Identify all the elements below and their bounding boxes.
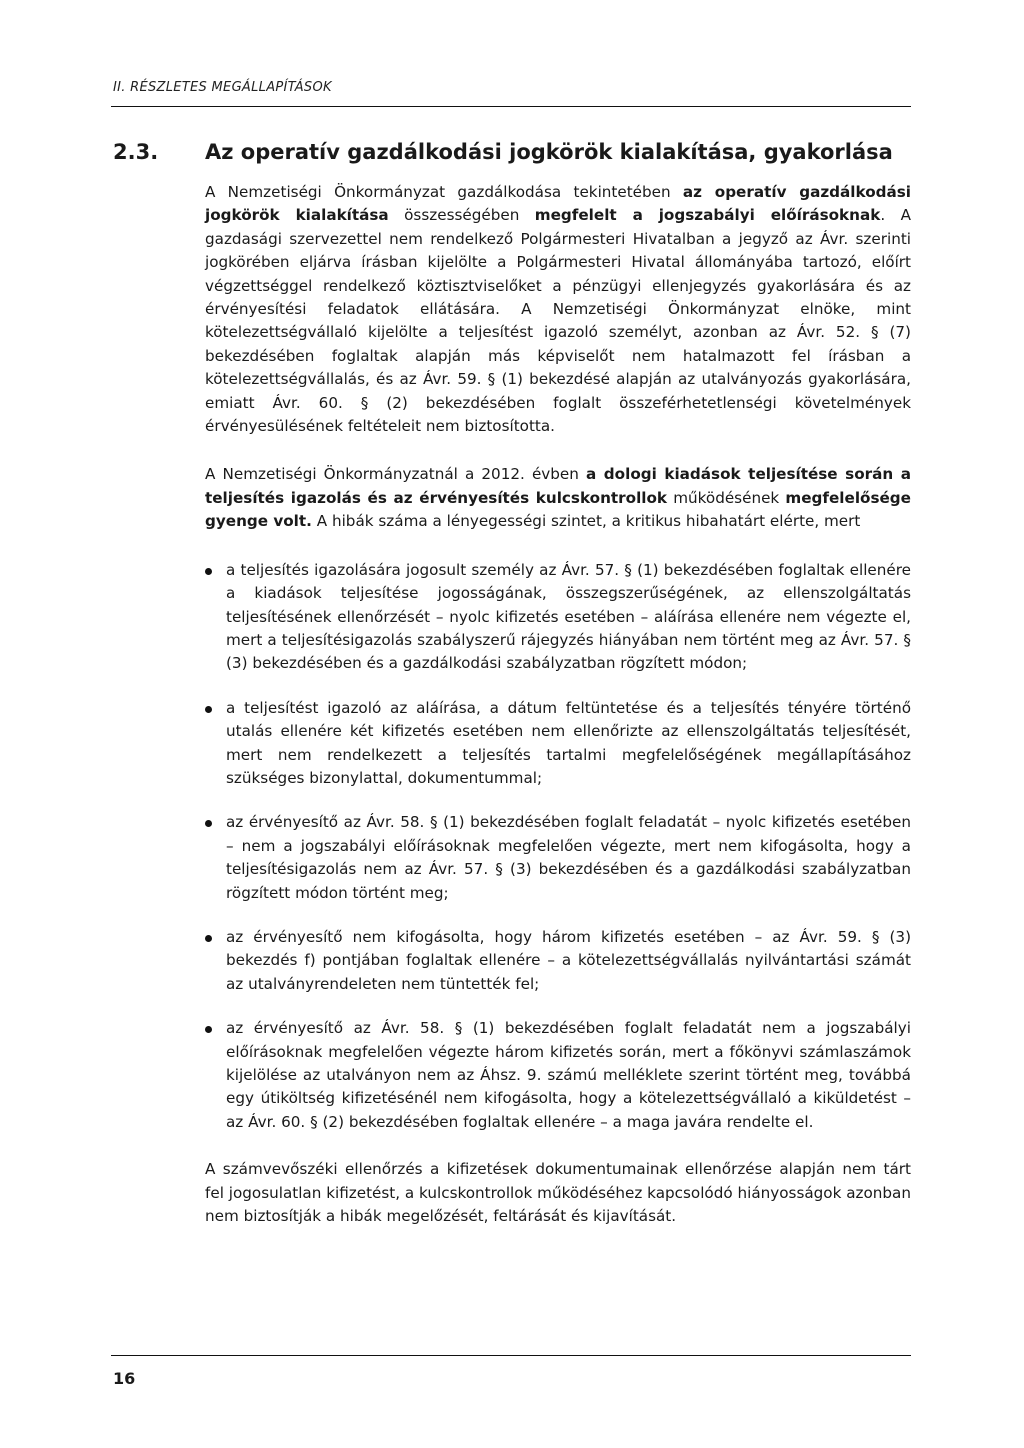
emphasis: az operatív gazdálkodási jogkörök kialakítása (205, 183, 911, 225)
bullet-icon (205, 1026, 212, 1033)
emphasis: a dologi kiadások teljesítése során a teljesítés igazolás és az érvényesítés kulcskontrollok (205, 465, 911, 507)
bullet-icon (205, 935, 212, 942)
bullet-icon (205, 706, 212, 713)
text-span: összességében (388, 206, 535, 225)
list-item (205, 1017, 911, 1134)
text-span: A hibák száma a lényegességi szintet, a kritikus hibahatárt elérte, mert (311, 512, 861, 531)
bullet-icon (205, 568, 212, 575)
findings-list (205, 559, 911, 1135)
paragraph-conclusion: A számvevőszéki ellenőrzés a kifizetések dokumentumainak ellenőrzése alapján nem tárt fel jogosulatlan kifizetést, a kulcskontrollok működéséhez kapcsolódó hiányosságok azonban nem biztosítják a hibák megelőzését, feltárását és kijavítását. (205, 1160, 911, 1226)
list-item (205, 559, 911, 676)
emphasis: megfelelősége gyenge volt. (205, 488, 911, 531)
list-item-text: a teljesítés igazolására jogosult személy az Ávr. 57. § (1) bekezdésében foglaltak ellenére a kiadások teljesítése jogosságának, összegszerűségének, az ellenszolgáltatás teljesítésének ellenőrzését – nyolc kifizetés esetében – aláírása ellenére nem végezte el, mert a teljesítésigazolás szabályszerű rájegyzés hiányában nem történt meg az Ávr. 57. § (3) bekezdésében és a gazdálkodási szabályzatban rögzített módon; (226, 560, 911, 673)
footer-rule (111, 1355, 911, 1356)
text-span: . A gazdasági szervezettel nem rendelkező Polgármesteri Hivatalban a jegyző az Ávr. szerinti jogkörében eljárva írásban kijelölte a Polgármesteri Hivatal állományába tartozó, előírt végzettséggel rendelkező köztisztviselőket a pénzügyi ellenjegyzés gyakorlására és az érvényesítési feladatok ellátására. A Nemzetiségi Önkormányzat elnöke, mint kötelezettségvállaló kijelölte a teljesítést igazoló személyt, azonban az Ávr. 52. § (7) bekezdésében foglaltak alapján más képviselőt nem hatalmazott fel írásban a kötelezettségvállalás, és az Ávr. 59. § (1) bekezdésé alapján az utalványozás gyakorlására, emiatt Ávr. 60. § (2) bekezdésében foglalt összeférhetetlenségi követelmények érvényesülésének feltételeit nem biztosította. (205, 206, 911, 436)
text-span: működésének (667, 488, 786, 507)
bullet-icon (205, 820, 212, 827)
list-item (205, 926, 911, 996)
emphasis: megfelelt a jogszabályi előírásoknak (534, 206, 881, 225)
list-item-text: az érvényesítő az Ávr. 58. § (1) bekezdésében foglalt feladatát – nyolc kifizetés esetében – nem a jogszabályi előírásoknak megfelelően végezte, mert nem kifogásolta, hogy a teljesítésigazolás nem az Ávr. 57. § (3) bekezdésében és a gazdálkodási szabályzatban rögzített módon történt meg; (226, 813, 911, 902)
list-item-text: az érvényesítő az Ávr. 58. § (1) bekezdésében foglalt feladatát nem a jogszabályi előírásoknak megfelelően végezte három kifizetés során, mert a főkönyvi számlaszámok kijelölése az utalványon nem az Áhsz. 9. számú melléklete szerint történt meg, továbbá egy útiköltség kifizetésénél nem kifogásolta, hogy a kötelezettségvállaló a kiküldetést – az Ávr. 60. § (2) bekezdésében foglaltak ellenére – a maga javára rendelte el. (226, 1019, 911, 1131)
section-number: 2.3. (113, 140, 159, 164)
running-header: II. RÉSZLETES MEGÁLLAPÍTÁSOK (113, 80, 332, 95)
paragraph-key-controls (205, 463, 911, 533)
header-rule (111, 106, 911, 107)
paragraph-operative-powers (205, 181, 911, 438)
list-item-text: a teljesítést igazoló az aláírása, a dátum feltüntetése és a teljesítés tényére történő utalás ellenére két kifizetés esetében nem ellenőrizte az ellenszolgáltatás teljesítését, mert nem rendelkezett a teljesítés tartalmi megfelelőségének megállapításához szükséges bizonylattal, dokumentummal; (226, 698, 911, 787)
text-span: A Nemzetiségi Önkormányzat gazdálkodása tekintetében (205, 183, 683, 201)
list-item (205, 697, 911, 791)
list-item (205, 811, 911, 905)
body-text (205, 181, 911, 1228)
text-span: A Nemzetiségi Önkormányzatnál a 2012. évben (205, 465, 586, 484)
list-item-text: az érvényesítő nem kifogásolta, hogy három kifizetés esetében – az Ávr. 59. § (3) bekezdés f) pontjában foglaltak ellenére – a kötelezettségvállalás nyilvántartási számát az utalványrendeleten nem tüntették fel; (226, 927, 911, 993)
page-number: 16 (113, 1369, 136, 1388)
section-title: Az operatív gazdálkodási jogkörök kialakítása, gyakorlása (205, 140, 893, 164)
